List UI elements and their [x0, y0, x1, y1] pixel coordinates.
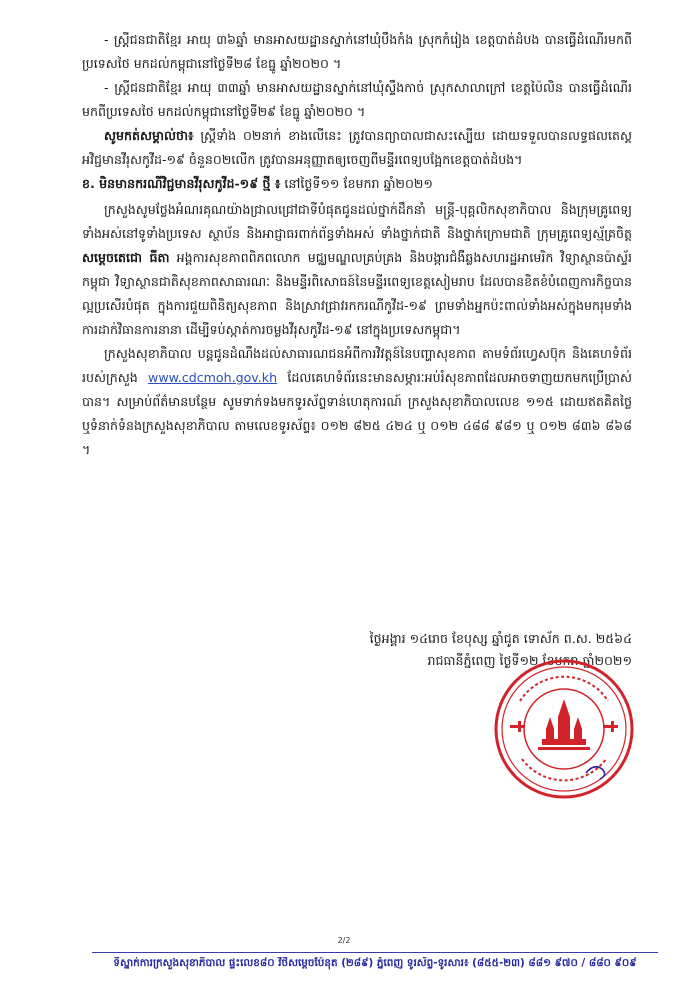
section-heading-date: នៅថ្ងៃទី១១ ខែមករា ឆ្នាំ២០២១: [280, 176, 433, 191]
section-heading: [82, 172, 632, 196]
website-link[interactable]: www.cdcmoh.gov.kh: [148, 370, 278, 385]
ministry-seal-stamp: [490, 655, 638, 803]
info-paragraph: [82, 342, 632, 462]
case-paragraph-1: - ស្ត្រីជនជាតិខ្មែរ អាយុ ៣៦ឆ្នាំ មានអាសយដ្ឋានស្នាក់នៅឃុំបឹងកំង ស្រុកកំរៀង ខេត្តបាត់ដំបង បានធ្វើដំណើរមកពីប្រទេសថៃ មកដល់កម្ពុជានៅថ្ងៃទី២៨ ខែធ្នូ ឆ្នាំ២០២០ ។: [82, 32, 632, 71]
thanks-text-a: ក្រសួងសូមថ្លែងអំណរគុណយ៉ាងជ្រាលជ្រៅជាទីបំផុតជូនដល់ថ្នាក់ដឹកនាំ មន្ត្រី-បុគ្គលិកសុខាភិបាល និងក្រុមគ្រូពេទ្យទាំងអស់នៅទូទាំងប្រទេស ស្ថាប័ន និងអាជ្ញាធរពាក់ព័ន្ធទាំងអស់ ទាំងថ្នាក់ជាតិ និងថ្នាក់ក្រោមជាតិ ក្រុមគ្រូពេទ្យស្ម័គ្រចិត្ត: [82, 202, 632, 241]
page-number: 2/2: [337, 936, 351, 945]
section-heading-title: ខ. មិនមានករណីវិជ្ជមានវីរុសកូវីដ-១៩ ថ្មី ៖: [82, 176, 281, 191]
case-paragraph-2: - ស្ត្រីជនជាតិខ្មែរ អាយុ ៣៣ឆ្នាំ មានអាសយដ្ឋានស្នាក់នៅឃុំស្ទឹងកាច់ ស្រុកសាលាក្រៅ ខេត្តប៉ៃលិន បានធ្វើដំណើរមកពីប្រទេសថៃ មកដល់កម្ពុជានៅថ្ងៃទី២៩ ខែធ្នូ ឆ្នាំ២០២០ ។: [82, 80, 632, 119]
signature-place-date: រាជធានីភ្នំពេញ ថ្ងៃទី១២ ខែមករា ឆ្នាំ២០២១: [427, 653, 632, 668]
footer-divider: [92, 952, 658, 953]
info-text-a: ក្រសួងសុខាភិបាល បន្តជូនដំណឹងដល់សាធារណជនអំពីការវិវត្តន៍នៃបញ្ហាសុខភាព តាមទំព័រហ្វេសប៊ុក និងគេហទំព័ររបស់ក្រសួង: [82, 346, 632, 385]
info-text-b: ដែលគេហទំព័រនេះមានសម្ភារៈអប់រំសុខភាពដែលអាចទាញយកមកប្រើប្រាស់បាន។ សម្រាប់ព័ត៌មានបន្ថែម សូមទាក់ទងមកទូរស័ព្ទទាន់ហេតុការណ៍ ក្រសួងសុខាភិបាលលេខ ១១៥ ដោយឥតគិតថ្លៃ ឬទំនាក់ទំនងក្រសួងសុខាភិបាល តាមលេខទូរស័ព្ទ៖ ០១២ ៨២៥ ៤២៤ ឬ ០១២ ៤៨៨ ៩៨១ ឬ ០១២ ៨៣៦ ៨៦៨ ។: [82, 370, 633, 457]
note-text: ស្ត្រីទាំង ០២នាក់ ខាងលើនេះ ត្រូវបានព្យាបាលជាសះស្បើយ ដោយទទួលបានលទ្ធផលតេស្ត អវិជ្ជមានវីរុសកូវីដ-១៩ ចំនួន០២លើក ត្រូវបានអនុញ្ញាតឲ្យចេញពីមន្ទីរពេទ្យបង្អែកខេត្តបាត់ដំបង។: [82, 128, 632, 167]
signature-lunar-date: ថ្ងៃអង្គារ ១៤រោច ខែបុស្ស ឆ្នាំជូត ទោស័ក ព.ស. ២៥៦៤: [369, 631, 632, 646]
letter-body: [82, 28, 632, 462]
note-paragraph: [82, 124, 632, 172]
thanks-text-b: អង្គការសុខភាពពិភពលោក មជ្ឈមណ្ឌលគ្រប់គ្រង និងបង្ការជំងឺឆ្លងសហរដ្ឋអាមេរិក វិទ្យាស្ថានប៉ាស្ទ័រកម្ពុជា វិទ្យាស្ថានជាតិសុខភាពសាធារណៈ និងមន្ទីរពិសោធន៍នៃមន្ទីរពេទ្យខេត្តសៀមរាប ដែលបានខិតខំបំពេញការកិច្ចបានល្អប្រសើរបំផុត ក្នុងការជួយពិនិត្យសុខភាព និងស្រាវជ្រាវរកករណីកូវីដ-១៩ ព្រមទាំងអ្នកប៉ះពាល់ទាំងអស់ក្នុងមករុមទាំងការដាក់វិធានការនានា ដើម្បីទប់ស្កាត់ការចម្លងវីរុសកូវីដ-១៩ នៅក្នុងប្រទេសកម្ពុជា។: [82, 250, 632, 337]
thanks-bold-name: សម្តេចតេជោ ធីតា: [82, 250, 170, 265]
note-label: សូមកត់សម្គាល់ថា៖: [104, 128, 194, 143]
thanks-paragraph: [82, 198, 632, 342]
footer-address: ទីស្នាក់ការក្រសួងសុខាភិបាល ផ្ទះលេខ៨០ វិថីសម្តេចប៉ែនុត (២៨៩) ភ្នំពេញ ទូរស័ព្ទ-ទូរសារ៖ (៨៥៥-២៣) ៨៨១ ៩៧០ / ៨៨០ ៩០៩: [113, 957, 637, 969]
